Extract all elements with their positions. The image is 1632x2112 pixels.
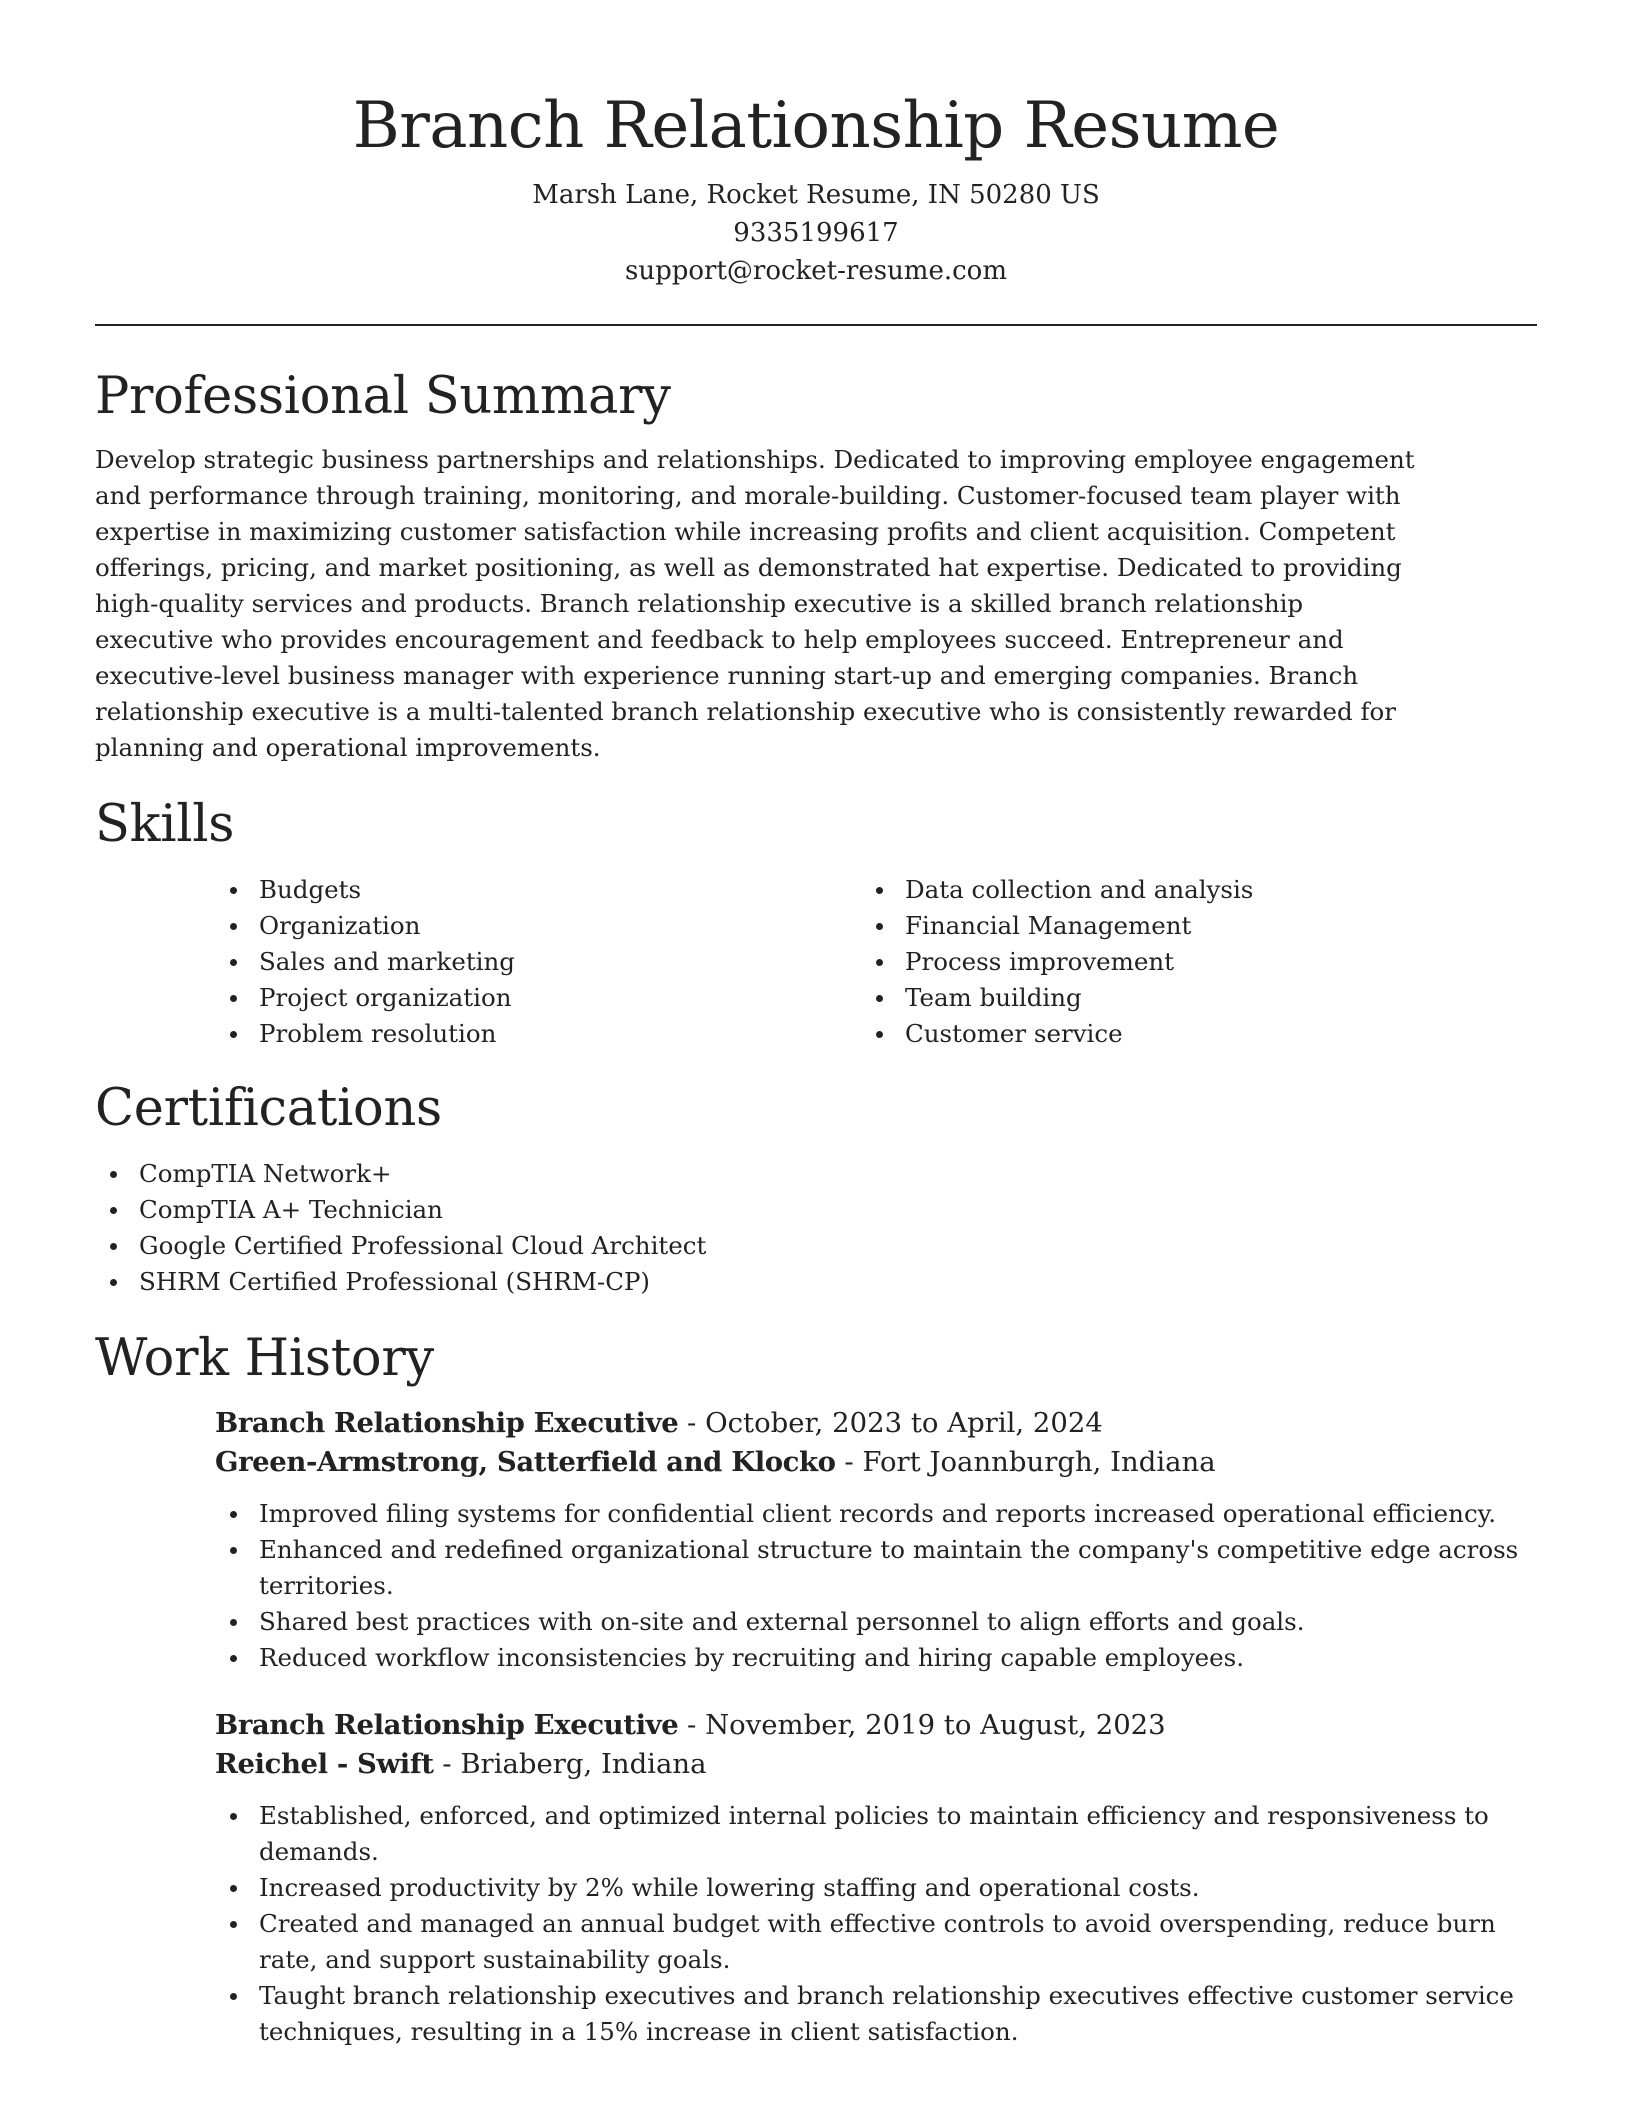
work-history-heading: Work History	[95, 1329, 434, 1388]
work-history-section	[95, 1326, 1537, 2050]
job-bullets	[215, 1798, 1537, 2050]
job-bullets	[215, 1496, 1537, 1676]
skills-heading: Skills	[95, 795, 235, 854]
job-title-line	[215, 1404, 1537, 1443]
skill-item: Budgets	[215, 872, 861, 908]
skill-item: Financial Management	[861, 908, 1507, 944]
contact-phone: 9335199617	[733, 218, 899, 248]
resume-page	[95, 0, 1537, 2050]
contact-block	[95, 176, 1537, 290]
job-employer: Green-Armstrong, Satterfield and Klocko	[215, 1446, 836, 1478]
job-location-separator: -	[835, 1446, 863, 1478]
job-dates: November, 2019 to August, 2023	[705, 1709, 1166, 1741]
skill-item: Process improvement	[861, 944, 1507, 980]
job-bullet: Reduced workflow inconsistencies by recruiting and hiring capable employees.	[215, 1640, 1537, 1676]
certifications-list	[95, 1156, 1537, 1300]
skill-item: Organization	[215, 908, 861, 944]
resume-title: Branch Relationship Resume	[352, 89, 1280, 163]
job-entry	[215, 1706, 1537, 2050]
skill-item: Project organization	[215, 980, 861, 1016]
job-bullet: Created and managed an annual budget with effective controls to avoid overspending, reduce burn rate, and support sustainability goals.	[215, 1906, 1537, 1978]
job-bullet: Increased productivity by 2% while lowering staffing and operational costs.	[215, 1870, 1537, 1906]
contact-address: Marsh Lane, Rocket Resume, IN 50280 US	[532, 180, 1100, 210]
job-location: Fort Joannburgh, Indiana	[862, 1446, 1216, 1478]
job-employer-line	[215, 1443, 1537, 1482]
job-title: Branch Relationship Executive	[215, 1709, 679, 1741]
skill-item: Team building	[861, 980, 1507, 1016]
certification-item: Google Certified Professional Cloud Architect	[95, 1228, 1537, 1264]
skills-list-right	[861, 872, 1507, 1052]
job-location: Briaberg, Indiana	[460, 1748, 707, 1780]
job-location-separator: -	[433, 1748, 461, 1780]
skills-section	[95, 792, 1537, 1052]
skills-list-left	[215, 872, 861, 1052]
job-bullet: Improved filing systems for confidential client records and reports increased operational efficiency.	[215, 1496, 1537, 1532]
skills-grid	[215, 872, 1537, 1052]
job-title-line	[215, 1706, 1537, 1745]
certifications-heading: Certifications	[95, 1079, 442, 1138]
job-employer: Reichel - Swift	[215, 1748, 434, 1780]
skill-item: Customer service	[861, 1016, 1507, 1052]
job-title: Branch Relationship Executive	[215, 1407, 679, 1439]
job-bullet: Established, enforced, and optimized internal policies to maintain efficiency and responsiveness to demands.	[215, 1798, 1537, 1870]
job-employer-line	[215, 1745, 1537, 1784]
job-title-separator: -	[678, 1709, 706, 1741]
skill-item: Data collection and analysis	[861, 872, 1507, 908]
contact-email: support@rocket-resume.com	[624, 256, 1007, 286]
job-title-separator: -	[678, 1407, 706, 1439]
job-bullet: Enhanced and redefined organizational structure to maintain the company's competitive edge across territories.	[215, 1532, 1537, 1604]
summary-section	[95, 364, 1537, 766]
skill-item: Problem resolution	[215, 1016, 861, 1052]
certifications-section	[95, 1076, 1537, 1300]
certification-item: CompTIA A+ Technician	[95, 1192, 1537, 1228]
job-bullet: Shared best practices with on-site and external personnel to align efforts and goals.	[215, 1604, 1537, 1640]
header-divider	[95, 324, 1537, 326]
job-dates: October, 2023 to April, 2024	[705, 1407, 1103, 1439]
skill-item: Sales and marketing	[215, 944, 861, 980]
summary-heading: Professional Summary	[95, 367, 671, 426]
job-bullet: Taught branch relationship executives and branch relationship executives effective customer service techniques, resulting in a 15% increase in client satisfaction.	[215, 1978, 1537, 2050]
summary-text: Develop strategic business partnerships and relationships. Dedicated to improving employee engagement and performance through training, monitoring, and morale-building. Customer-focused team player with expertise in maximizing customer satisfaction while increasing profits and client acquisition. Competent offerings, pricing, and market positioning, as well as demonstrated hat expertise. Dedicated to providing high-quality services and products. Branch relationship executive is a skilled branch relationship executive who provides encouragement and feedback to help employees succeed. Entrepreneur and executive-level business manager with experience running start-up and emerging companies. Branch relationship executive is a multi-talented branch relationship executive who is consistently rewarded for planning and operational improvements.	[95, 445, 1415, 762]
certification-item: SHRM Certified Professional (SHRM-CP)	[95, 1264, 1537, 1300]
job-entry	[215, 1404, 1537, 1676]
certification-item: CompTIA Network+	[95, 1156, 1537, 1192]
